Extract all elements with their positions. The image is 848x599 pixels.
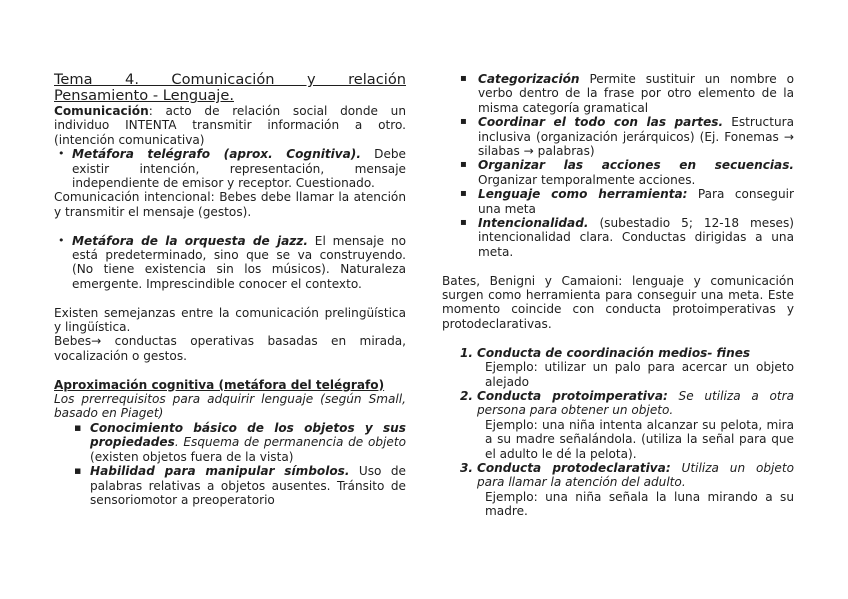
- list-item: ▪ Organizar las acciones en secuencias. Organizar temporalmente acciones.: [460, 158, 794, 187]
- page-title-line-2: Pensamiento - Lenguaje.: [54, 87, 234, 104]
- example-text: Ejemplo: una niña señala la luna mirando a su madre.: [485, 489, 794, 519]
- conductas-list: [442, 346, 794, 519]
- bullet-icon: •: [58, 233, 65, 247]
- prerrequisitos-paragraph: Los prerrequisitos para adquirir lenguaje (según Small, basado en Piaget): [54, 392, 406, 421]
- example-text: Ejemplo: utilizar un palo para acercar un objeto alejado: [485, 360, 794, 389]
- prerrequisitos-continued-list: [442, 72, 794, 259]
- intencional-paragraph: Comunicación intencional: Bebes debe llamar la atención y transmitir el mensaje (gestos).: [54, 190, 406, 219]
- prerrequisitos-list: [54, 421, 406, 507]
- square-bullet-icon: ▪: [460, 217, 467, 229]
- aprox-heading: Aproximación cognitiva (metáfora del telégrafo): [54, 377, 385, 392]
- comunicacion-term: Comunicación: [54, 104, 149, 118]
- list-item: • Metáfora de la orquesta de jazz. El mensaje no está predeterminado, sino que se va construyendo. (No tiene existencia sin los músicos). Naturaleza emergente. Imprescindible conocer el contexto.: [58, 233, 407, 291]
- list-item: ▪ Lenguaje como herramienta: Para conseguir una meta: [460, 187, 794, 216]
- semejanzas-paragraph: Existen semejanzas entre la comunicación prelingüística y lingüística.: [54, 305, 406, 335]
- comunicacion-definition: Comunicación: acto de relación social donde un individuo INTENTA transmitir información a otro. (intención comunicativa): [54, 104, 406, 147]
- example-text: Ejemplo: una niña intenta alcanzar su pelota, mira a su madre señalándola. (utiliza la señal para que el adulto le dé la pelota).: [485, 417, 794, 461]
- list-item: 1. Conducta de coordinación medios- fines Ejemplo: utilizar un palo para acercar un objeto alejado: [460, 345, 794, 389]
- square-bullet-icon: ▪: [460, 159, 467, 171]
- square-bullet-icon: ▪: [74, 464, 82, 478]
- square-bullet-icon: ▪: [460, 116, 467, 128]
- list-item: ▪ Habilidad para manipular símbolos. Uso de palabras relativas a objetos ausentes. Tránsito de sensoriomotor a preoperatorio: [74, 464, 406, 507]
- list-item: 3. Conducta protodeclarativa: Utiliza un objeto para llamar la atención del adulto. Ejemplo: una niña señala la luna mirando a su madre.: [460, 460, 794, 519]
- list-item: ▪ Conocimiento básico de los objetos y sus propiedades. Esquema de permanencia de objeto (existen objetos fuera de la vista): [74, 420, 406, 464]
- arrow-icon: →: [783, 129, 794, 144]
- square-bullet-icon: ▪: [460, 73, 467, 84]
- list-item: 2. Conducta protoimperativa: Se utiliza a otra persona para obtener un objeto. Ejemplo: una niña intenta alcanzar su pelota, mira a su madre señalándola. (utiliza la señal para que el adulto le dé la pelota).: [460, 388, 794, 461]
- list-item: • Metáfora telégrafo (aprox. Cognitiva). Debe existir intención, representación, mensaje independiente de emisor y receptor. Cuestionado.: [58, 147, 406, 191]
- arrow-icon: →: [523, 144, 534, 159]
- bullet-icon: •: [58, 147, 65, 161]
- bebes-paragraph: Bebes→ conductas operativas basadas en mirada, vocalización o gestos.: [54, 334, 406, 363]
- list-item: ▪ Categorización Permite sustituir un nombre o verbo dentro de la frase por otro elemento de la misma categoría gramatical: [460, 72, 794, 115]
- jazz-list: [54, 234, 406, 292]
- left-column: [54, 72, 406, 507]
- arrow-icon: →: [91, 334, 102, 349]
- telegrafo-list: [54, 147, 406, 190]
- list-item: ▪ Intencionalidad. (subestadio 5; 12-18 meses) intencionalidad clara. Conductas dirigidas a una meta.: [460, 216, 794, 259]
- right-column: [442, 72, 794, 519]
- square-bullet-icon: ▪: [460, 188, 467, 200]
- list-item: ▪ Coordinar el todo con las partes. Estructura inclusiva (organización jerárquicos) (Ej. Fonemas → silabas → palabras): [460, 115, 794, 159]
- bates-paragraph: Bates, Benigni y Camaioni: lenguaje y comunicación surgen como herramienta para conseguir una meta. Este momento coincide con conducta protoimperativas y protodeclarativas.: [442, 273, 794, 331]
- square-bullet-icon: ▪: [74, 420, 82, 434]
- page-title-line-1: Tema 4. Comunicación y relación: [54, 71, 406, 88]
